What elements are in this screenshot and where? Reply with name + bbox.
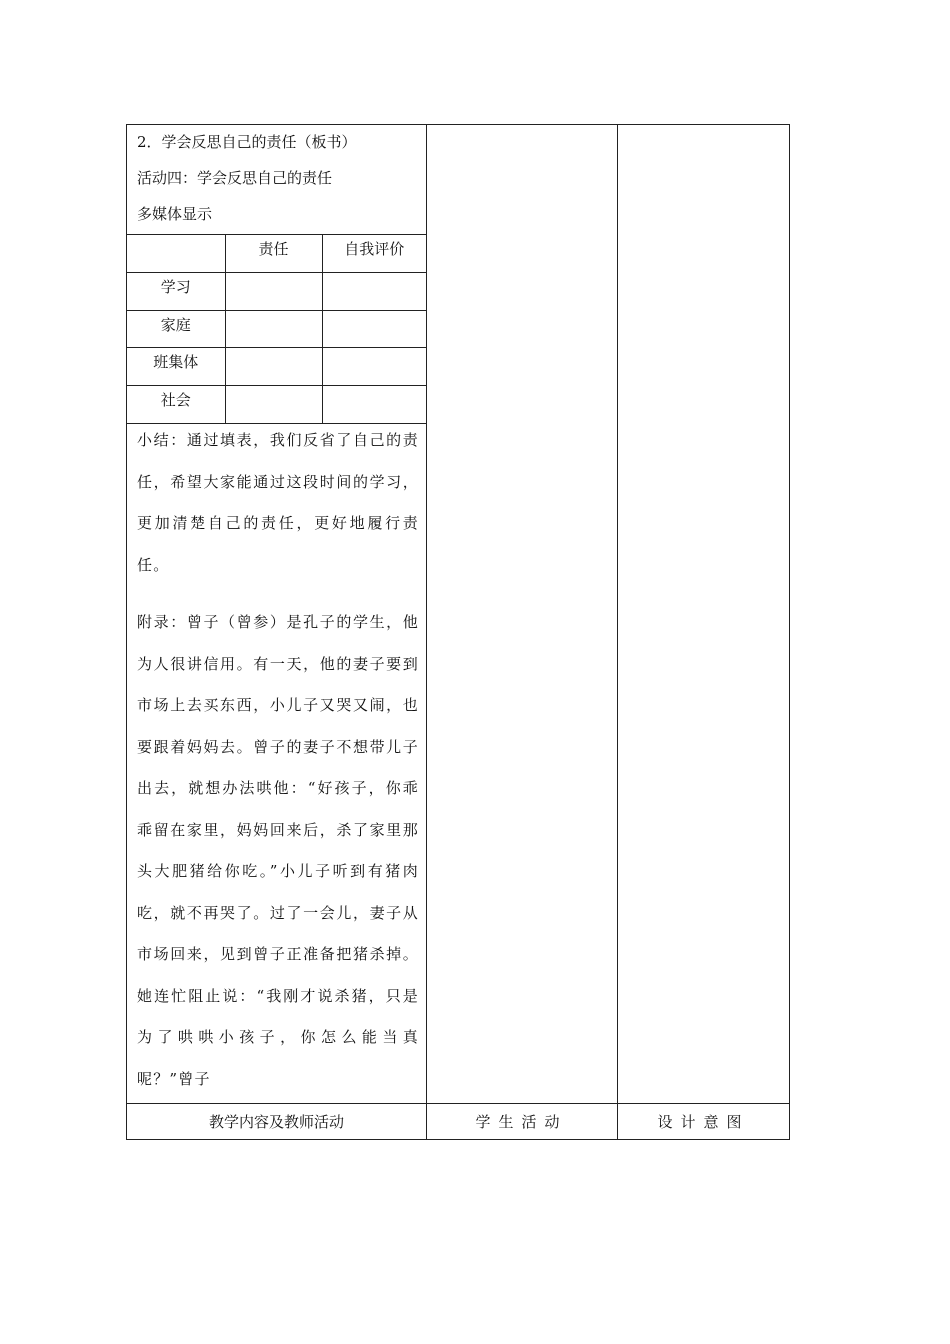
column-divider (426, 125, 427, 1139)
table-row (127, 348, 426, 386)
table-cell[interactable] (322, 386, 426, 424)
activity-title: 活动四：学会反思自己的责任 (137, 169, 333, 187)
table-cell[interactable] (322, 310, 426, 348)
footer-student-activity: 学生活动 (475, 1113, 568, 1131)
table-header-row (127, 235, 426, 273)
row-label: 家庭 (127, 310, 225, 348)
table-row (127, 386, 426, 424)
table-row (127, 272, 426, 310)
table-cell[interactable] (225, 310, 322, 348)
media-note: 多媒体显示 (137, 205, 213, 223)
footer-teacher-activity: 教学内容及教师活动 (208, 1113, 344, 1131)
row-label: 社会 (127, 386, 225, 424)
table-cell[interactable] (322, 348, 426, 386)
section-heading: 2．学会反思自己的责任（板书） (137, 133, 357, 151)
table-row (127, 310, 426, 348)
row-label: 班集体 (127, 348, 225, 386)
responsibility-table (127, 234, 426, 424)
table-cell[interactable] (225, 386, 322, 424)
summary-paragraph: 小结：通过填表，我们反省了自己的责任，希望大家能通过这段时间的学习，更加清楚自己的责任，更好地履行责任。 (137, 431, 419, 574)
header-cell (127, 235, 225, 273)
column-divider (617, 125, 618, 1139)
appendix-paragraph: 附录：曾子（曾参）是孔子的学生，他为人很讲信用。有一天，他的妻子要到市场上去买东西，小儿子又哭又闹，也要跟着妈妈去。曾子的妻子不想带儿子出去，就想办法哄他：“好孩子，你乖乖留在家里，妈妈回来后，杀了家里那头大肥猪给你吃。”小儿子听到有猪肉吃，就不再哭了。过了一会儿，妻子从市场回来，见到曾子正准备把猪杀掉。她连忙阻止说：“我刚才说杀猪，只是为了哄哄小孩子，你怎么能当真呢？”曾子 (137, 613, 419, 1088)
header-cell: 自我评价 (322, 235, 426, 273)
table-cell[interactable] (225, 272, 322, 310)
row-label: 学习 (127, 272, 225, 310)
table-cell[interactable] (322, 272, 426, 310)
header-cell: 责任 (225, 235, 322, 273)
footer-design-intent: 设计意图 (657, 1113, 750, 1131)
table-cell[interactable] (225, 348, 322, 386)
lesson-plan-table (126, 124, 790, 1140)
